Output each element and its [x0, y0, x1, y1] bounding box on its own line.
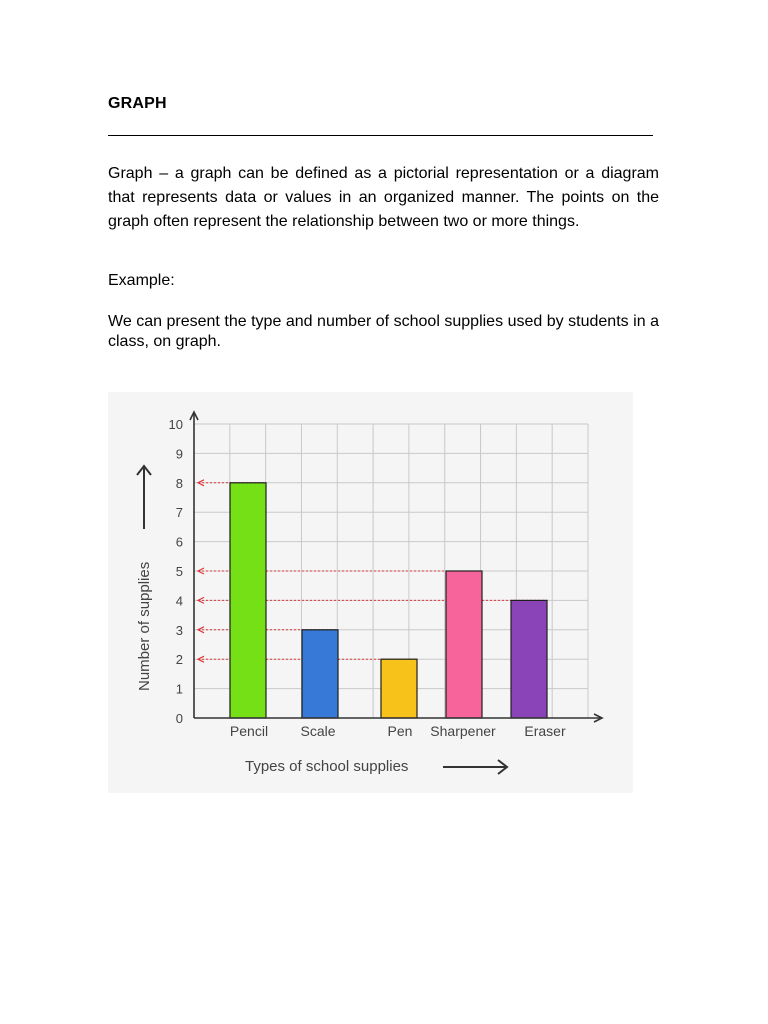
page-title: GRAPH	[108, 95, 167, 112]
bar-pencil	[230, 483, 266, 718]
y-axis-label: Number of supplies	[136, 561, 153, 691]
y-tick-label-3: 3	[175, 622, 183, 638]
bar-chart	[108, 392, 633, 793]
y-tick-label-1: 1	[175, 681, 183, 697]
y-tick-label-10: 10	[168, 417, 183, 432]
title-rule	[108, 135, 653, 136]
x-axis-label: Types of school supplies	[245, 758, 409, 775]
y-tick-label-0: 0	[175, 711, 183, 726]
y-tick-label-2: 2	[175, 652, 183, 668]
bar-eraser	[511, 600, 547, 718]
example-paragraph: We can present the type and number of school supplies used by students in a class, on graph.	[108, 313, 659, 350]
tick-labels	[169, 417, 566, 739]
x-tick-label-pencil: Pencil	[229, 723, 269, 739]
chart-panel	[108, 392, 633, 793]
y-tick-label-7: 7	[175, 505, 183, 521]
bar-sharpener	[446, 571, 482, 718]
y-tick-label-9: 9	[175, 446, 183, 462]
bar-scale	[302, 630, 338, 718]
y-tick-label-4: 4	[175, 593, 183, 609]
y-axis-arrow	[137, 466, 151, 529]
y-tick-label-5: 5	[175, 564, 183, 579]
y-tick-label-8: 8	[175, 475, 183, 491]
x-axis-arrow	[443, 760, 507, 774]
definition-paragraph: Graph – a graph can be defined as a pictorial representation or a diagram that represents data or values in an organized manner. The points on the graph often represent the relationship between two or more things.	[108, 165, 659, 230]
x-tick-label-scale: Scale	[300, 723, 336, 739]
bar-pen	[381, 659, 417, 718]
x-tick-label-sharpener: Sharpener	[430, 723, 496, 739]
y-tick-label-6: 6	[175, 534, 183, 550]
x-tick-label-pen: Pen	[387, 723, 413, 739]
example-label: Example:	[108, 272, 175, 289]
x-tick-label-eraser: Eraser	[524, 723, 566, 739]
